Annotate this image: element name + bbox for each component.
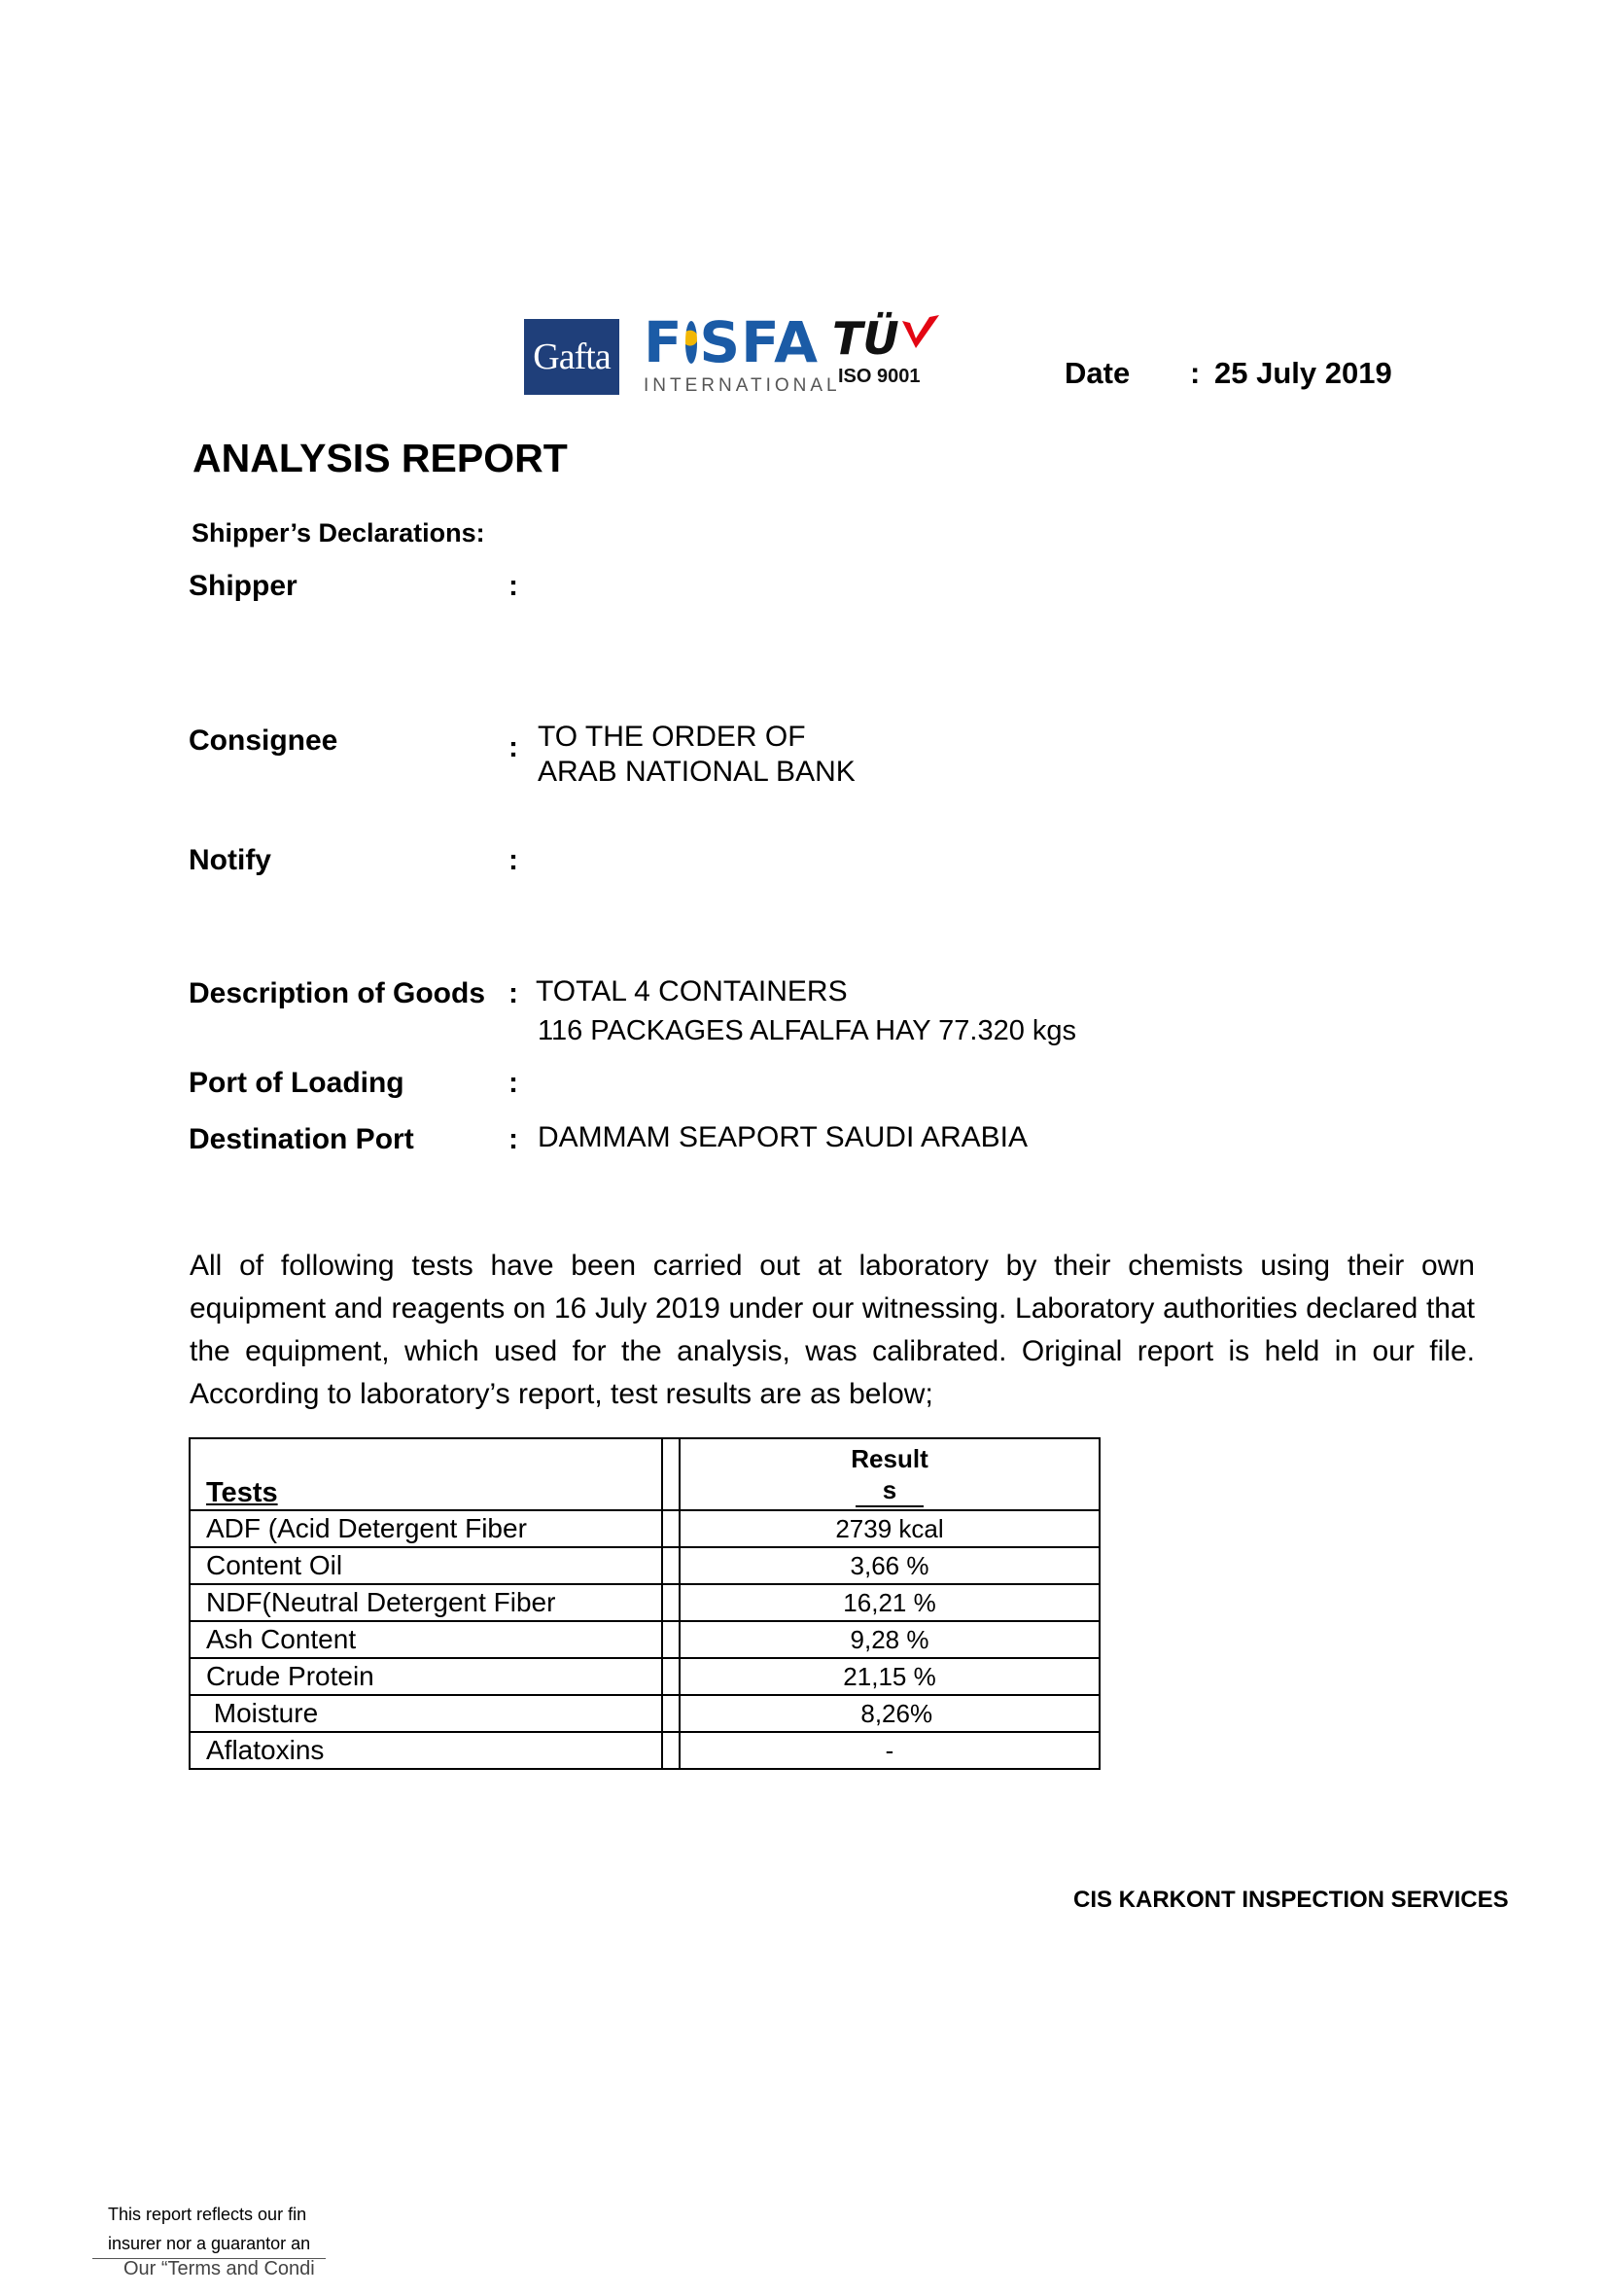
company-name: CIS KARKONT INSPECTION SERVICES bbox=[1073, 1887, 1509, 1913]
fosfa-logo-word bbox=[644, 311, 819, 373]
destination-port-value: DAMMAM SEAPORT SAUDI ARABIA bbox=[538, 1121, 1029, 1153]
header-tests: Tests bbox=[206, 1477, 278, 1508]
port-of-loading-colon: : bbox=[508, 1067, 518, 1099]
table-row bbox=[190, 1732, 1100, 1769]
consignee-colon: : bbox=[508, 731, 518, 763]
test-result-cell: 16,21 % bbox=[680, 1584, 1100, 1621]
consignee-label: Consignee bbox=[189, 724, 338, 757]
fosfa-logo bbox=[644, 309, 841, 404]
table-row bbox=[190, 1621, 1100, 1658]
footer-divider bbox=[92, 2258, 326, 2259]
header-results-cell bbox=[680, 1438, 1100, 1510]
fosfa-letter-f: F bbox=[644, 309, 683, 375]
header-results bbox=[681, 1443, 1099, 1509]
shipper-colon: : bbox=[508, 570, 518, 602]
notify-label: Notify bbox=[189, 844, 271, 876]
fosfa-letters-sfa: SFA bbox=[699, 309, 819, 375]
test-name-cell: Aflatoxins bbox=[190, 1732, 662, 1769]
table-gap-cell bbox=[662, 1621, 680, 1658]
header-results-line-2: s bbox=[856, 1474, 924, 1507]
test-result-cell: - bbox=[680, 1732, 1100, 1769]
tuv-logo bbox=[832, 313, 939, 396]
test-result-cell: 3,66 % bbox=[680, 1547, 1100, 1584]
table-row bbox=[190, 1695, 1100, 1732]
test-name-cell: NDF(Neutral Detergent Fiber bbox=[190, 1584, 662, 1621]
shipper-label: Shipper bbox=[189, 570, 298, 602]
test-name-cell: Moisture bbox=[190, 1695, 662, 1732]
table-row bbox=[190, 1547, 1100, 1584]
description-line-1: TOTAL 4 CONTAINERS bbox=[536, 975, 848, 1007]
tuv-logo-word bbox=[832, 313, 939, 364]
section-subtitle: Shipper’s Declarations: bbox=[192, 518, 485, 548]
description-colon: : bbox=[508, 977, 518, 1009]
tests-paragraph: All of following tests have been carried out at laboratory by their chemists using their own equipment and reagents on 16 July 2019 under our witnessing. Laboratory authorities declared that the equipment, which used for the analysis, was calibrated. Original report is held in our file. According to laboratory’s report, test results are as below; bbox=[190, 1250, 1475, 1410]
tuv-letters: TÜ bbox=[832, 312, 899, 365]
table-gap-cell bbox=[662, 1658, 680, 1695]
table-gap-cell bbox=[662, 1732, 680, 1769]
test-result-cell: 9,28 % bbox=[680, 1621, 1100, 1658]
table-row bbox=[190, 1584, 1100, 1621]
consignee-line-1: TO THE ORDER OF bbox=[538, 721, 806, 753]
destination-port-label: Destination Port bbox=[189, 1123, 414, 1155]
consignee-line-2: ARAB NATIONAL BANK bbox=[538, 756, 856, 788]
table-gap-cell bbox=[662, 1584, 680, 1621]
date-label: Date bbox=[1065, 356, 1131, 390]
description-label: Description of Goods bbox=[189, 977, 486, 1009]
page-title: ANALYSIS REPORT bbox=[192, 436, 568, 480]
fosfa-logo-subtitle: INTERNATIONAL bbox=[644, 375, 841, 396]
table-gap-cell bbox=[662, 1547, 680, 1584]
footer-terms: Our “Terms and Condi bbox=[123, 2258, 315, 2279]
table-row bbox=[190, 1510, 1100, 1547]
description-line-2: 116 PACKAGES ALFALFA HAY 77.320 kgs bbox=[538, 1015, 1077, 1046]
date-colon: : bbox=[1190, 356, 1201, 390]
date-value: 25 July 2019 bbox=[1214, 356, 1392, 390]
header-tests-cell bbox=[190, 1438, 662, 1510]
test-name-cell: Ash Content bbox=[190, 1621, 662, 1658]
header-results-line-1: Result bbox=[851, 1444, 928, 1473]
footer-disclaimer bbox=[108, 2200, 326, 2296]
test-result-cell: 2739 kcal bbox=[680, 1510, 1100, 1547]
table-header-row bbox=[190, 1438, 1100, 1510]
test-name-cell: Content Oil bbox=[190, 1547, 662, 1584]
gafta-logo bbox=[524, 319, 619, 395]
test-name-cell: ADF (Acid Detergent Fiber bbox=[190, 1510, 662, 1547]
table-row bbox=[190, 1658, 1100, 1695]
footer-line-2: insurer nor a guarantor an bbox=[108, 2234, 311, 2253]
checkmark-icon bbox=[900, 313, 941, 354]
table-gap-cell bbox=[662, 1510, 680, 1547]
notify-colon: : bbox=[508, 844, 518, 876]
globe-icon bbox=[685, 321, 698, 364]
test-name-cell: Crude Protein bbox=[190, 1658, 662, 1695]
port-of-loading-label: Port of Loading bbox=[189, 1067, 404, 1099]
table-gap-cell bbox=[662, 1438, 680, 1510]
test-result-cell: 8,26% bbox=[680, 1695, 1100, 1732]
table-gap-cell bbox=[662, 1695, 680, 1732]
destination-port-colon: : bbox=[508, 1123, 518, 1155]
tuv-iso-label: ISO 9001 bbox=[838, 366, 921, 387]
footer-line-1: This report reflects our fin bbox=[108, 2205, 307, 2224]
gafta-logo-text: Gafta bbox=[533, 336, 611, 377]
test-result-cell: 21,15 % bbox=[680, 1658, 1100, 1695]
results-table bbox=[189, 1437, 1101, 1770]
